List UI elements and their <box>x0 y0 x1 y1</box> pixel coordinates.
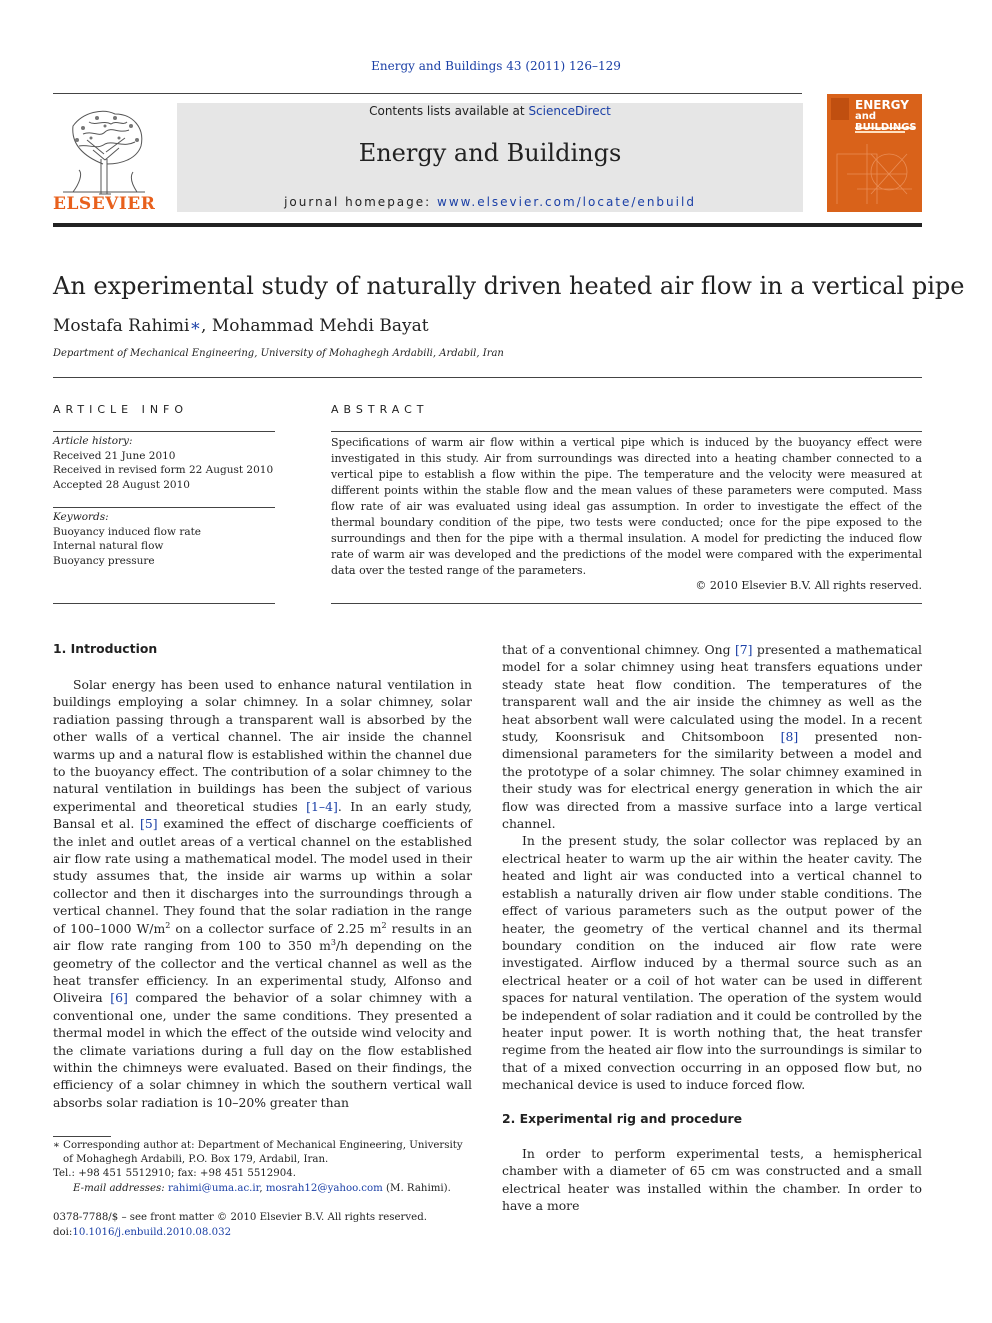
received-date: Received 21 June 2010 <box>53 449 176 462</box>
author-name: Mostafa Rahimi <box>53 316 190 336</box>
citation-link[interactable]: [6] <box>110 990 128 1006</box>
keywords <box>53 510 275 568</box>
sciencedirect-link[interactable]: ScienceDirect <box>528 104 611 118</box>
header-bottom-rule <box>53 223 922 227</box>
footnote-line: ∗ Corresponding author at: Department of Mechanical Engineering, University of Mohaghegh Ardabili, P.O. Box 179, Ardabil, Iran. <box>53 1140 463 1166</box>
section-heading-experimental: 2. Experimental rig and procedure <box>502 1111 743 1126</box>
doi-link[interactable]: 10.1016/j.enbuild.2010.08.032 <box>72 1226 232 1238</box>
body-column-left <box>53 676 472 1111</box>
title-rule <box>53 377 922 378</box>
author-list: Mostafa Rahimi∗, Mohammad Mehdi Bayat <box>53 316 429 336</box>
cover-title-energy: ENERGY <box>855 98 909 112</box>
abstract-heading: ABSTRACT <box>331 403 429 416</box>
cover-title-buildings: and BUILDINGS <box>855 111 917 133</box>
footnote-rule <box>53 1136 111 1137</box>
article-info-rule <box>53 507 275 508</box>
abstract-text: Specifications of warm air flow within a vertical pipe which is induced by the buoyancy effect were investigated in this study. Air from surroundings was directed into a heating chamber connected to a vertical pipe to establish a flow within the pipe. The temperature and the velocity were measured at different points within the stable flow and the mean values of these parameters were computed. Mass flow rate of air was evaluated using ideal gas assumption. In order to investigate the effect of the thermal boundary condition of the pipe, two tests were conducted; once for the pipe exposed to the surroundings and then for the pipe with a thermal insulation. A model for predicting the induced flow rate of warm air was developed and the predictions of the model were compared with the experimental data over the tested range of the parameters. <box>331 436 922 577</box>
paragraph: that of a conventional chimney. Ong [7] presented a mathematical model for a solar chimney using heat transfers equations under steady state heat flow condition. The temperatures of the transparent wall and the air inside the chimney as well as the heat absorbent wall were calculated using the model. In a recent study, Koonsrisuk and Chitsomboon [8] presented non-dimensional parameters for the similarity between a model and the prototype of a solar chimney. The solar chimney examined in their study was for electrical energy generation in which the air flow was directed from a massive surface into a large vertical channel. <box>502 642 923 832</box>
article-info-rule <box>53 431 275 432</box>
citation-link[interactable]: [7] <box>734 642 753 657</box>
citation-link[interactable]: [1–4] <box>306 798 338 814</box>
body-column-right <box>502 641 922 1094</box>
citation-link[interactable]: [8] <box>780 729 799 745</box>
journal-banner <box>177 103 803 212</box>
keyword-item: Buoyancy induced flow rate <box>53 525 202 538</box>
revised-date: Received in revised form 22 August 2010 <box>53 464 274 476</box>
keywords-label: Keywords: <box>53 511 109 523</box>
author-affiliation: Department of Mechanical Engineering, University of Mohaghegh Ardabili, Ardabil, Iran <box>53 348 504 359</box>
journal-citation[interactable]: Energy and Buildings 43 (2011) 126–129 <box>371 59 621 73</box>
paragraph: In the present study, the solar collector was replaced by an electrical heater to warm up the air within the heater cavity. The heated and light air was conducted into a vertical channel to establish a naturally driven air flow under stable conditions. The effect of various parameters such as the output power of the heater, the geometry of the vertical channel and its thermal boundary condition on the induced air flow rate were investigated. Airflow induced by a thermal source such as an electrical heater or a coil of hot water can be used in different spaces for natural ventilation. The operation of the system would be independent of solar radiation and it could be controlled by the heater input power. It is worth nothing that, the heat transfer regime from the heated air flow into the surroundings is similar to that of a mixed convection occurring in an opposed flow but, no mechanical device is used to induce forced flow. <box>502 833 922 1093</box>
article-info-rule <box>53 603 275 604</box>
abstract-rule <box>331 431 922 432</box>
email-link[interactable]: rahimi@uma.ac.ir <box>167 1182 260 1194</box>
paragraph: Solar energy has been used to enhance natural ventilation in buildings employing a solar chimney. In a solar chimney, solar radiation passing through a transparent wall is absorbed by the other walls of a vertical channel. The air inside the channel warms up and a natural flow is established within the channel due to the buoyancy effect. The contribution of a solar chimney to the natural ventilation in buildings has been the subject of various experimental and theoretical studies [1–4]. In an early study, Bansal et al. [5] examined the effect of discharge coefficients of the inlet and outlet areas of a vertical channel on the established air flow rate using a mathematical model. The model used in their study assumes that, the inside air warms up within a solar collector and then it discharges into the surroundings through a vertical channel. They found that the solar radiation in the range of 100–1000 $W/m^2$ on a collector surface of 2.25 $m^2$ results in an air flow rate ranging from 100 to 350 $m^3/h$ depending on the geometry of the collector and the vertical channel as well as the heat transfer efficiency. In an experimental study, Alfonso and Oliveira [6] compared the behavior of a solar chimney with a conventional one, under the same conditions. They presented a thermal model in which the effect of the outside wind velocity and the climate variations during a full day on the flow established within the chimneys were evaluated. Based on their findings, the efficiency of a solar chimney in which the southern vertical wall absorbs solar radiation is 10–20% greater than <box>53 677 473 1110</box>
doi-line: doi:10.1016/j.enbuild.2010.08.032 <box>53 1226 232 1238</box>
email-link[interactable]: mosrah12@yahoo.com <box>265 1182 383 1194</box>
keyword-item: Buoyancy pressure <box>53 554 155 567</box>
abstract-copyright: © 2010 Elsevier B.V. All rights reserved. <box>695 579 922 592</box>
article-history <box>53 434 275 492</box>
keyword-item: Internal natural flow <box>53 540 164 552</box>
header-top-rule <box>53 93 802 94</box>
journal-homepage: journal homepage: www.elsevier.com/locate/enbuild <box>284 195 696 209</box>
history-label: Article history: <box>53 435 133 447</box>
issn-line: 0378-7788/$ – see front matter © 2010 Elsevier B.V. All rights reserved. <box>53 1212 427 1223</box>
citation-link[interactable]: [5] <box>140 816 158 832</box>
footnote-line: Tel.: +98 451 5512910; fax: +98 451 5512904. <box>53 1168 296 1180</box>
corresponding-author-marker[interactable]: ∗ <box>189 316 201 336</box>
paragraph: In order to perform experimental tests, a hemispherical chamber with a diameter of 65 cm was constructed and a small electrical heater was installed within the chamber. In order to have a more <box>502 1146 922 1214</box>
article-title: An experimental study of naturally driven heated air flow in a vertical pipe <box>53 272 965 300</box>
homepage-link[interactable]: www.elsevier.com/locate/enbuild <box>437 195 696 209</box>
front-matter <box>53 1211 472 1240</box>
article-info-heading: ARTICLE INFO <box>53 403 189 416</box>
body-column-right-section2 <box>502 1145 922 1215</box>
elsevier-wordmark[interactable]: ELSEVIER <box>53 194 156 214</box>
section-heading-introduction: 1. Introduction <box>53 641 158 656</box>
abstract-rule <box>331 603 922 604</box>
footnote-emails: E-mail addresses: rahimi@uma.ac.ir, mosrah12@yahoo.com (M. Rahimi). <box>73 1182 451 1194</box>
accepted-date: Accepted 28 August 2010 <box>53 478 190 491</box>
author-name: Mohammad Mehdi Bayat <box>211 316 429 336</box>
journal-cover-thumbnail[interactable] <box>827 94 922 212</box>
contents-line: Contents lists available at ScienceDirect <box>369 104 611 118</box>
journal-name: Energy and Buildings <box>358 139 622 167</box>
corresponding-author-footnote <box>53 1139 472 1196</box>
